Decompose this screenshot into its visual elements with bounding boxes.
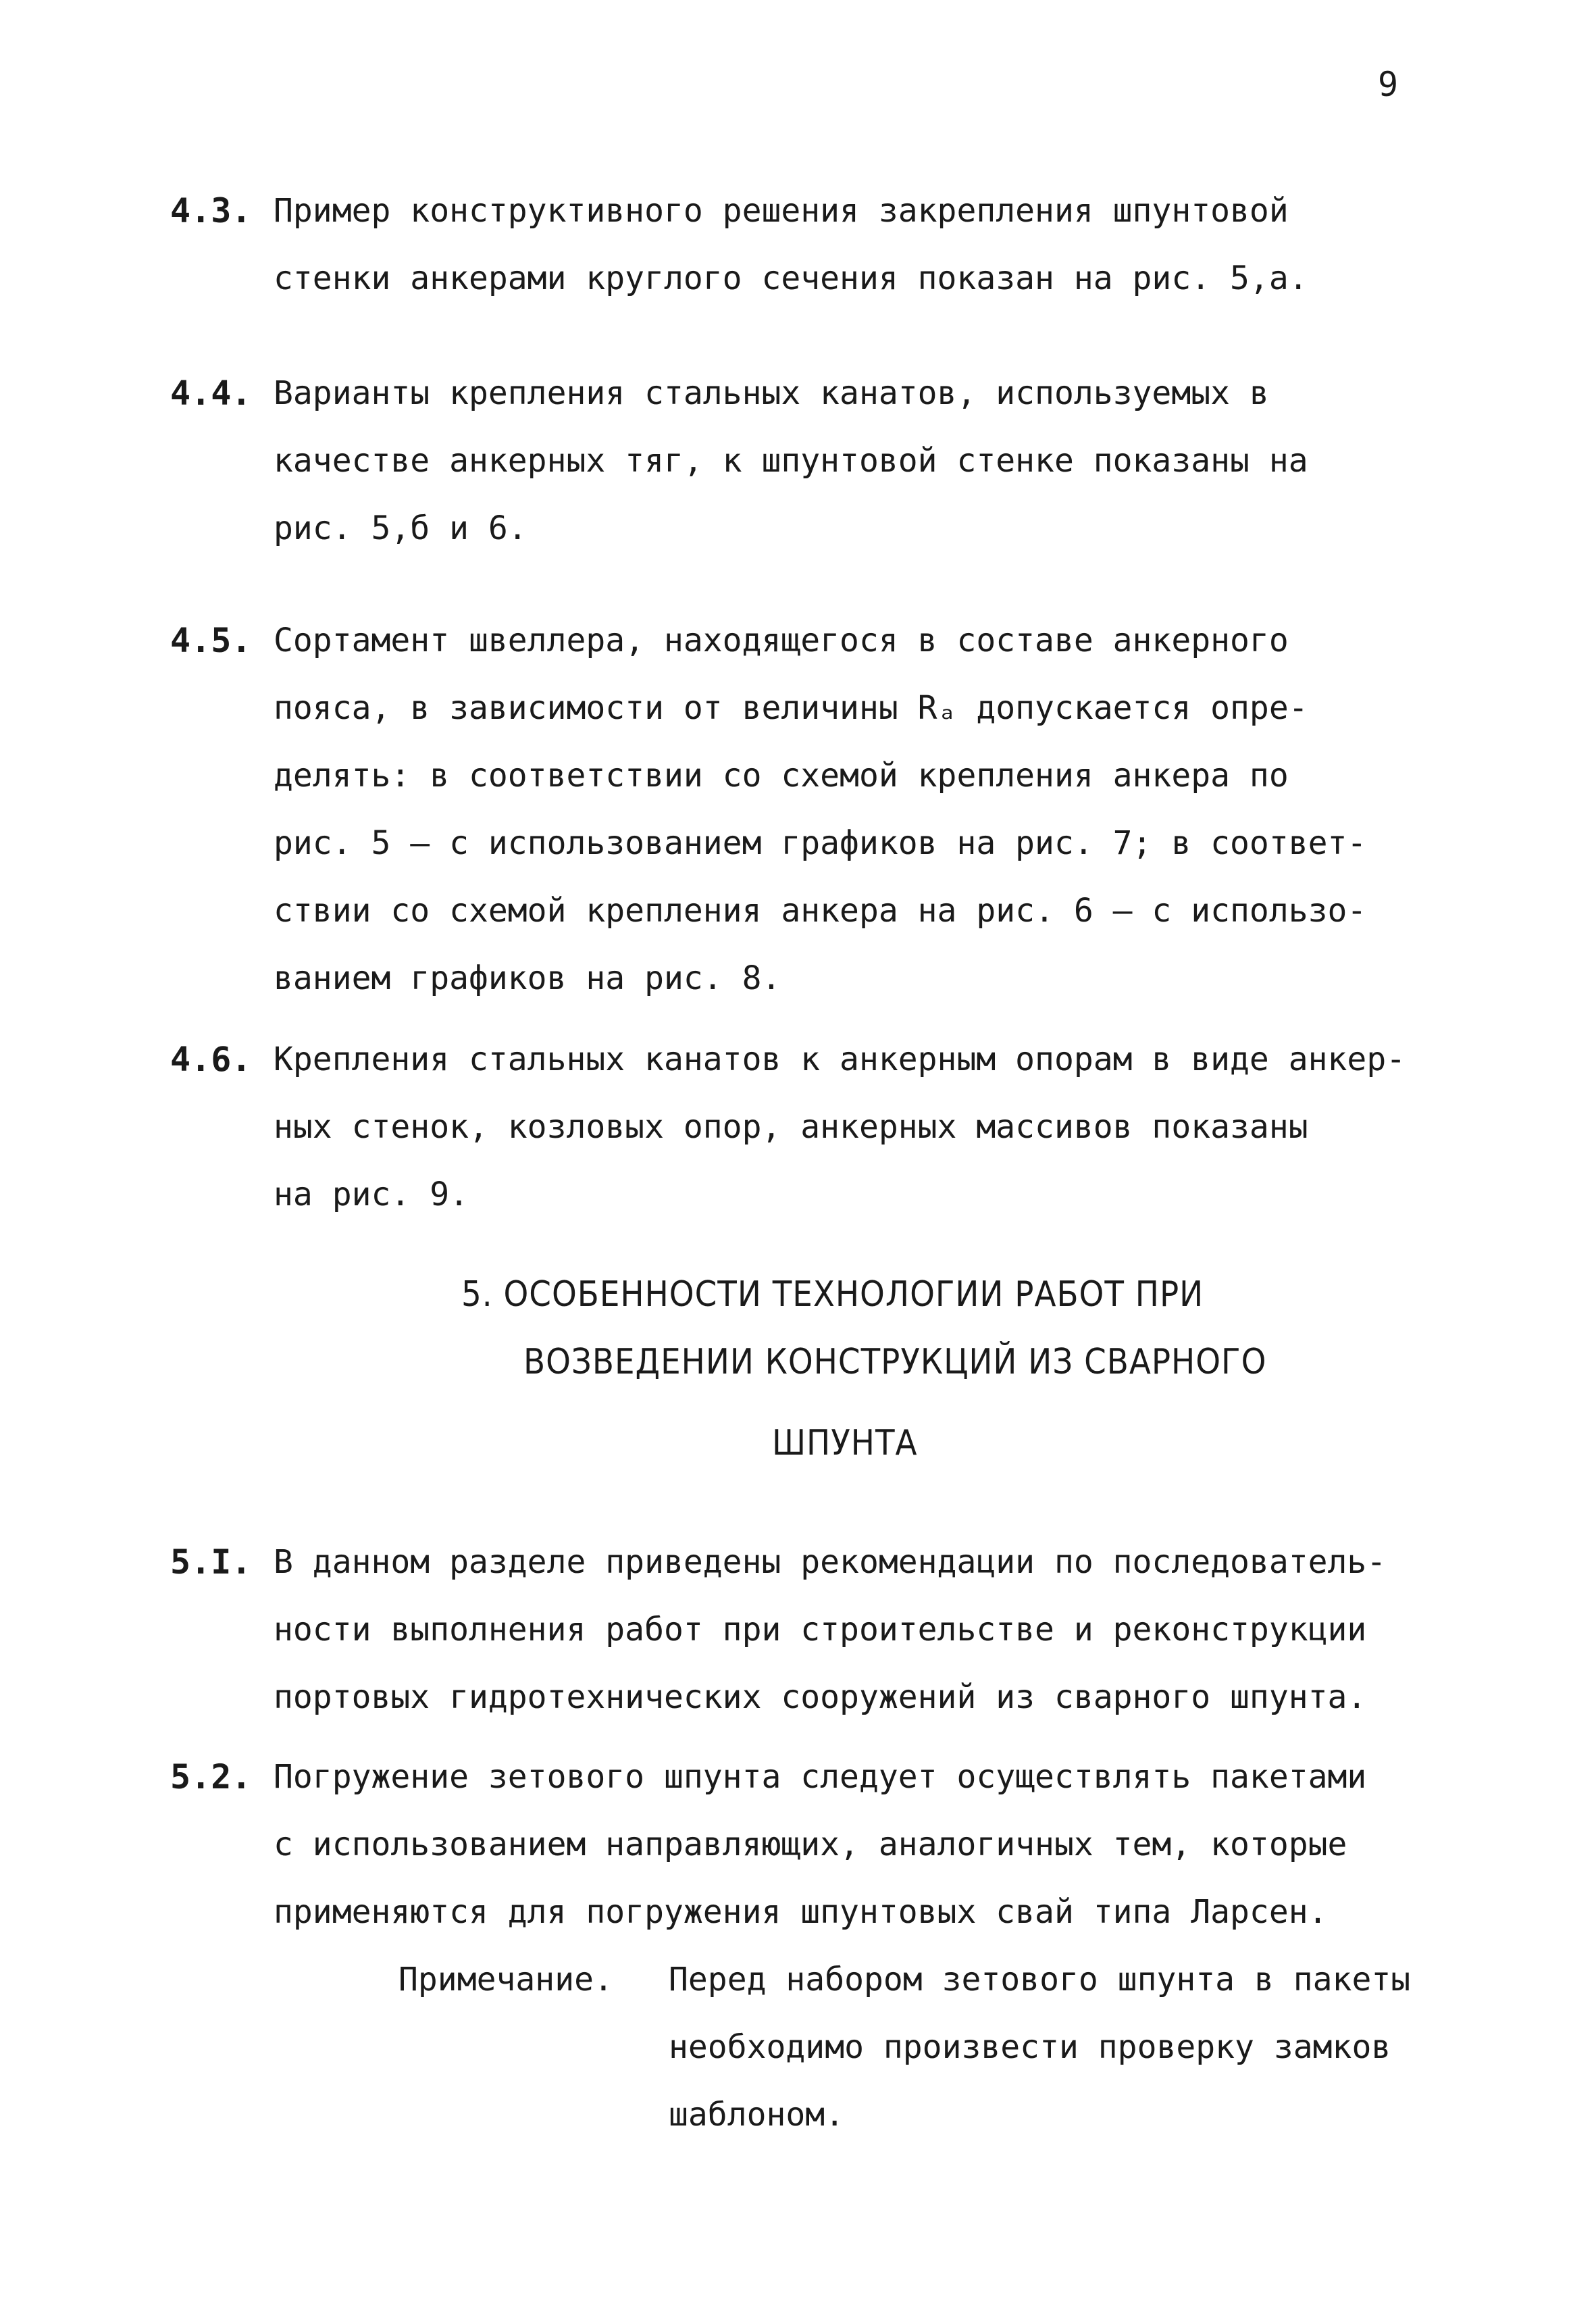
paragraph-line: качестве анкерных тяг, к шпунтовой стенке показаны на [274,442,1308,480]
paragraph-line: на рис. 9. [274,1176,469,1213]
paragraph-line: Пример конструктивного решения закрепления шпунтовой [274,192,1289,230]
paragraph-line: ванием графиков на рис. 8. [274,959,781,997]
note-line: шаблоном. [669,2096,845,2134]
paragraph-number: 5.2. [170,1757,252,1796]
paragraph-line: с использованием направляющих, аналогичных тем, которые [274,1826,1347,1863]
paragraph-line: рис. 5,б и 6. [274,509,527,547]
section-heading-line: 5. ОСОБЕННОСТИ ТЕХНОЛОГИИ РАБОТ ПРИ [461,1274,1204,1315]
paragraph-line: ствии со схемой крепления анкера на рис. 6 – с использо- [274,892,1367,930]
paragraph-line: пояса, в зависимости от величины Rₐ допускается опре- [274,689,1308,727]
paragraph-line: Погружение зетового шпунта следует осуществлять пакетами [274,1758,1367,1796]
note-line: Перед набором зетового шпунта в пакеты [669,1961,1411,1998]
paragraph-line: Крепления стальных канатов к анкерным опорам в виде анкер- [274,1040,1406,1078]
paragraph-number: 4.3. [170,191,252,230]
paragraph-number: 4.4. [170,374,252,413]
paragraph-line: Варианты крепления стальных канатов, используемых в [274,374,1269,412]
note-line: необходимо произвести проверку замков [669,2028,1391,2066]
section-heading-line: ШПУНТА [772,1423,918,1463]
paragraph-line: Сортамент швеллера, находящегося в составе анкерного [274,622,1289,659]
paragraph-line: применяются для погружения шпунтовых свай типа Ларсен. [274,1893,1328,1931]
paragraph-line: рис. 5 – с использованием графиков на рис. 7; в соответ- [274,824,1367,862]
paragraph-number: 4.5. [170,621,252,660]
paragraph-line: стенки анкерами круглого сечения показан на рис. 5,а. [274,259,1308,297]
paragraph-line: делять: в соответствии со схемой крепления анкера по [274,757,1289,795]
paragraph-line: В данном разделе приведены рекомендации по последователь- [274,1543,1387,1581]
paragraph-number: 5.I. [170,1542,252,1582]
paragraph-number: 4.6. [170,1040,252,1079]
page-number: 9 [1378,65,1399,104]
paragraph-line: ных стенок, козловых опор, анкерных массивов показаны [274,1108,1308,1146]
section-heading-line: ВОЗВЕДЕНИИ КОНСТРУКЦИЙ ИЗ СВАРНОГО [523,1342,1267,1382]
note-label: Примечание. [398,1961,613,1998]
paragraph-line: ности выполнения работ при строительстве и реконструкции [274,1611,1367,1649]
paragraph-line: портовых гидротехнических сооружений из сварного шпунта. [274,1678,1367,1716]
